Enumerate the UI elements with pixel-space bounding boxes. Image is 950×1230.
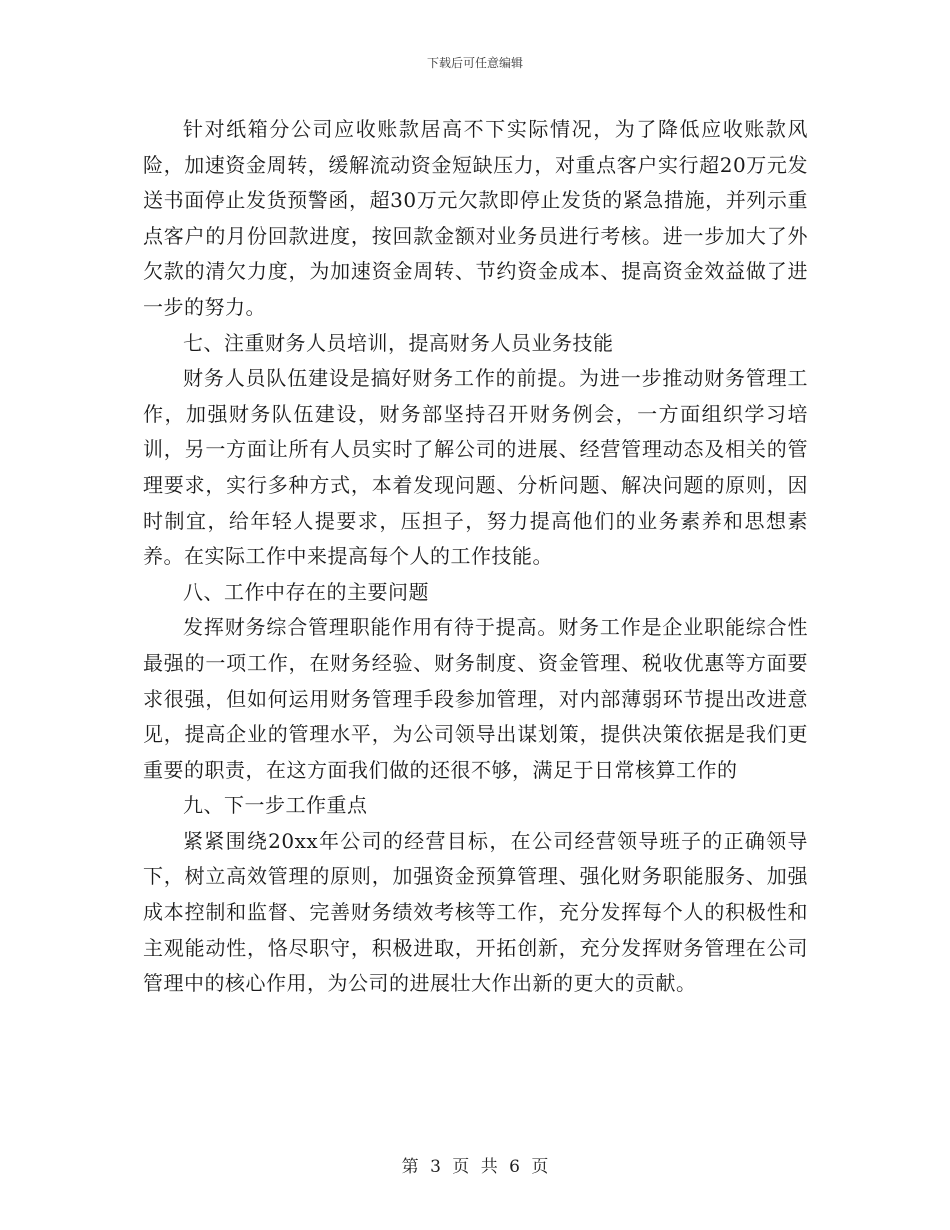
paragraph-next-steps: 紧紧围绕20xx年公司的经营目标，在公司经营领导班子的正确领导下，树立高效管理的原则，加强资金预算管理、强化财务职能服务、加强成本控制和监督、完善财务绩效考核等工作，充分发挥每个人的积极性和主观能动性，恪尽职守，积极进取，开拓创新，充分发挥财务管理在公司管理中的核心作用，为公司的进展壮大作出新的更大的贡献。 bbox=[143, 828, 808, 996]
paragraph-receivables: 针对纸箱分公司应收账款居高不下实际情况，为了降低应收账款风险，加速资金周转，缓解流动资金短缺压力，对重点客户实行超20万元发送书面停止发货预警函，超30万元欠款即停止发货的紧急措施，并列示重点客户的月份回款进度，按回款金额对业务员进行考核。进一步加大了外欠款的清欠力度，为加速资金周转、节约资金成本、提高资金效益做了进一步的努力。 bbox=[143, 117, 808, 319]
section-heading-training: 七、注重财务人员培训，提高财务人员业务技能 bbox=[183, 330, 614, 355]
paragraph-training: 财务人员队伍建设是搞好财务工作的前提。为进一步推动财务管理工作，加强财务队伍建设，财务部坚持召开财务例会，一方面组织学习培训，另一方面让所有人员实时了解公司的进展、经营管理动态及相关的管理要求，实行多种方式，本着发现问题、分析问题、解决问题的原则，因时制宜，给年轻人提要求，压担子，努力提高他们的业务素养和思想素养。在实际工作中来提高每个人的工作技能。 bbox=[143, 366, 808, 569]
page-header: 下载后可任意编辑 bbox=[426, 56, 523, 70]
document-body bbox=[143, 112, 808, 1002]
section-heading-problems: 八、工作中存在的主要问题 bbox=[183, 579, 429, 604]
paragraph-problems: 发挥财务综合管理职能作用有待于提高。财务工作是企业职能综合性最强的一项工作，在财务经验、财务制度、资金管理、税收优惠等方面要求很强，但如何运用财务管理手段参加管理，对内部薄弱环节提出改进意见，提高企业的管理水平，为公司领导出谋划策，提供决策依据是我们更重要的职责，在这方面我们做的还很不够，满足于日常核算工作的 bbox=[143, 615, 808, 782]
page-number-footer: 第 3 页 共 6 页 bbox=[401, 1157, 549, 1177]
section-heading-next-steps: 九、下一步工作重点 bbox=[183, 793, 368, 818]
